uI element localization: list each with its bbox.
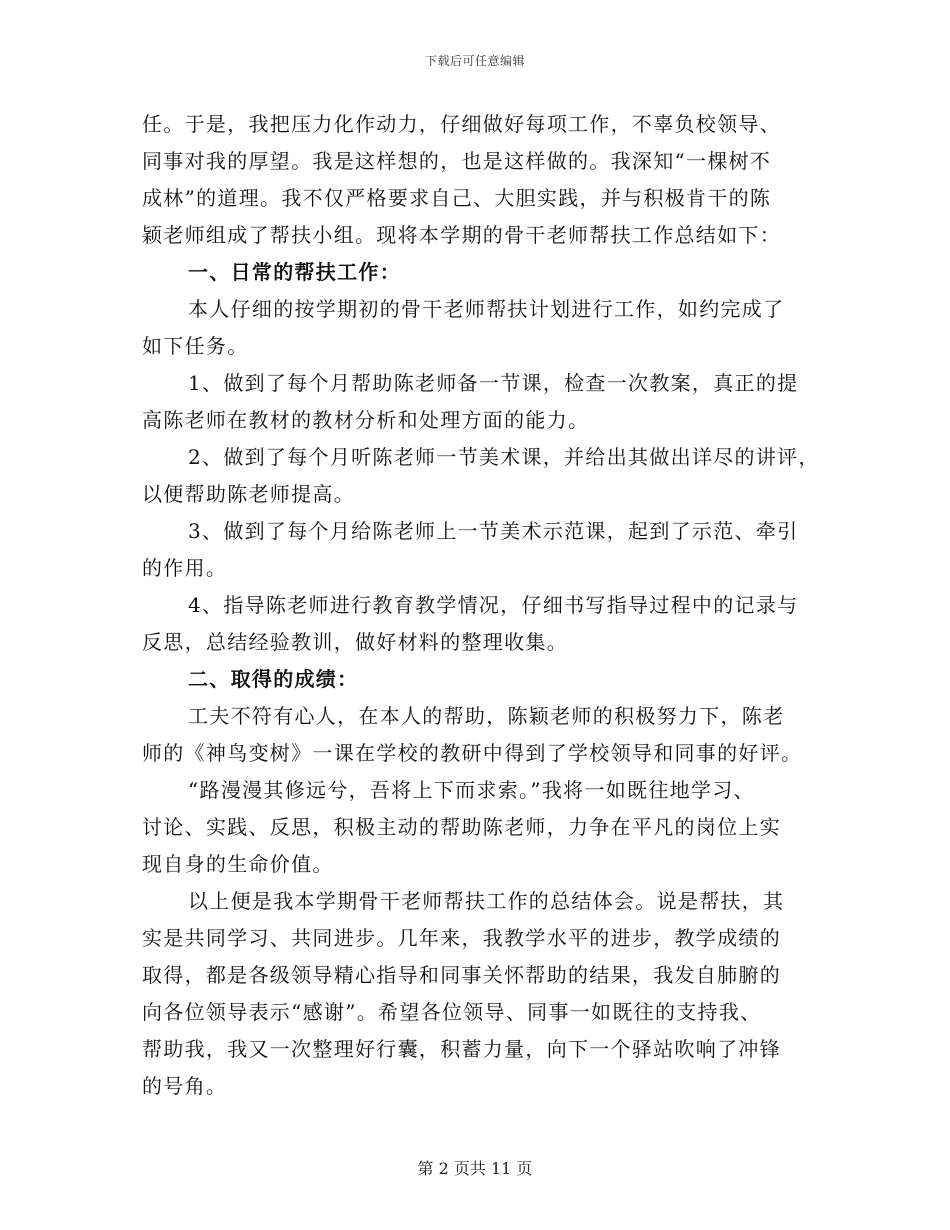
paragraph-line: 向各位领导表示“感谢”。希望各位领导、同事一如既往的支持我、 (142, 1000, 762, 1024)
paragraph-line: 实是共同学习、共同进步。几年来，我教学水平的进步，教学成绩的 (142, 926, 781, 950)
paragraph-line: 帮助我，我又一次整理好行囊，积蓄力量，向下一个驿站吹响了冲锋 (142, 1037, 781, 1061)
document-body (142, 106, 820, 1105)
paragraph-line: 取得，都是各级领导精心指导和同事关怀帮助的结果，我发自肺腑的 (142, 963, 781, 987)
paragraph-line: 同事对我的厚望。我是这样想的，也是这样做的。我深知“一棵树不 (142, 149, 772, 173)
paragraph-line: 以上便是我本学期骨干老师帮扶工作的总结体会。说是帮扶，其 (188, 889, 785, 913)
paragraph-line: 高陈老师在教材的教材分析和处理方面的能力。 (142, 408, 590, 432)
paragraph-line: 成林”的道理。我不仅严格要求自己、大胆实践，并与积极肯干的陈 (142, 186, 772, 210)
paragraph-line: 工夫不符有心人，在本人的帮助，陈颖老师的积极努力下，陈老 (188, 704, 785, 728)
paragraph-line: 现自身的生命价值。 (142, 852, 334, 876)
section-heading: 二、取得的成绩： (188, 667, 359, 691)
paragraph-line: 4、指导陈老师进行教育教学情况，仔细书写指导过程中的记录与 (188, 593, 799, 617)
paragraph-line: 1、做到了每个月帮助陈老师备一节课，检查一次教案，真正的提 (188, 371, 799, 395)
paragraph-line: 如下任务。 (142, 334, 249, 358)
paragraph-line: 任。于是，我把压力化作动力，仔细做好每项工作，不辜负校领导、 (142, 112, 781, 136)
section-heading: 一、日常的帮扶工作： (188, 260, 401, 284)
paragraph-line: 以便帮助陈老师提高。 (142, 482, 355, 506)
paragraph-line: 的号角。 (142, 1074, 228, 1098)
paragraph-line: “路漫漫其修远兮，吾将上下而求索。”我将一如既往地学习、 (188, 778, 755, 802)
paragraph-line: 本人仔细的按学期初的骨干老师帮扶计划进行工作，如约完成了 (188, 297, 785, 321)
page-footer: 第 2 页共 11 页 (417, 1159, 533, 1178)
paragraph-line: 的作用。 (142, 556, 228, 580)
paragraph-line: 反思，总结经验教训，做好材料的整理收集。 (142, 630, 568, 654)
paragraph-line: 师的《神鸟变树》一课在学校的教研中得到了学校领导和同事的好评。 (142, 741, 803, 765)
paragraph-line: 3、做到了每个月给陈老师上一节美术示范课，起到了示范、牵引 (188, 519, 799, 543)
paragraph-line: 讨论、实践、反思，积极主动的帮助陈老师，力争在平凡的岗位上实 (142, 815, 781, 839)
page-header: 下载后可任意编辑 (424, 54, 525, 68)
paragraph-line: 2、做到了每个月听陈老师一节美术课，并给出其做出详尽的讲评， (188, 445, 820, 469)
paragraph-line: 颖老师组成了帮扶小组。现将本学期的骨干老师帮扶工作总结如下： (142, 223, 781, 247)
